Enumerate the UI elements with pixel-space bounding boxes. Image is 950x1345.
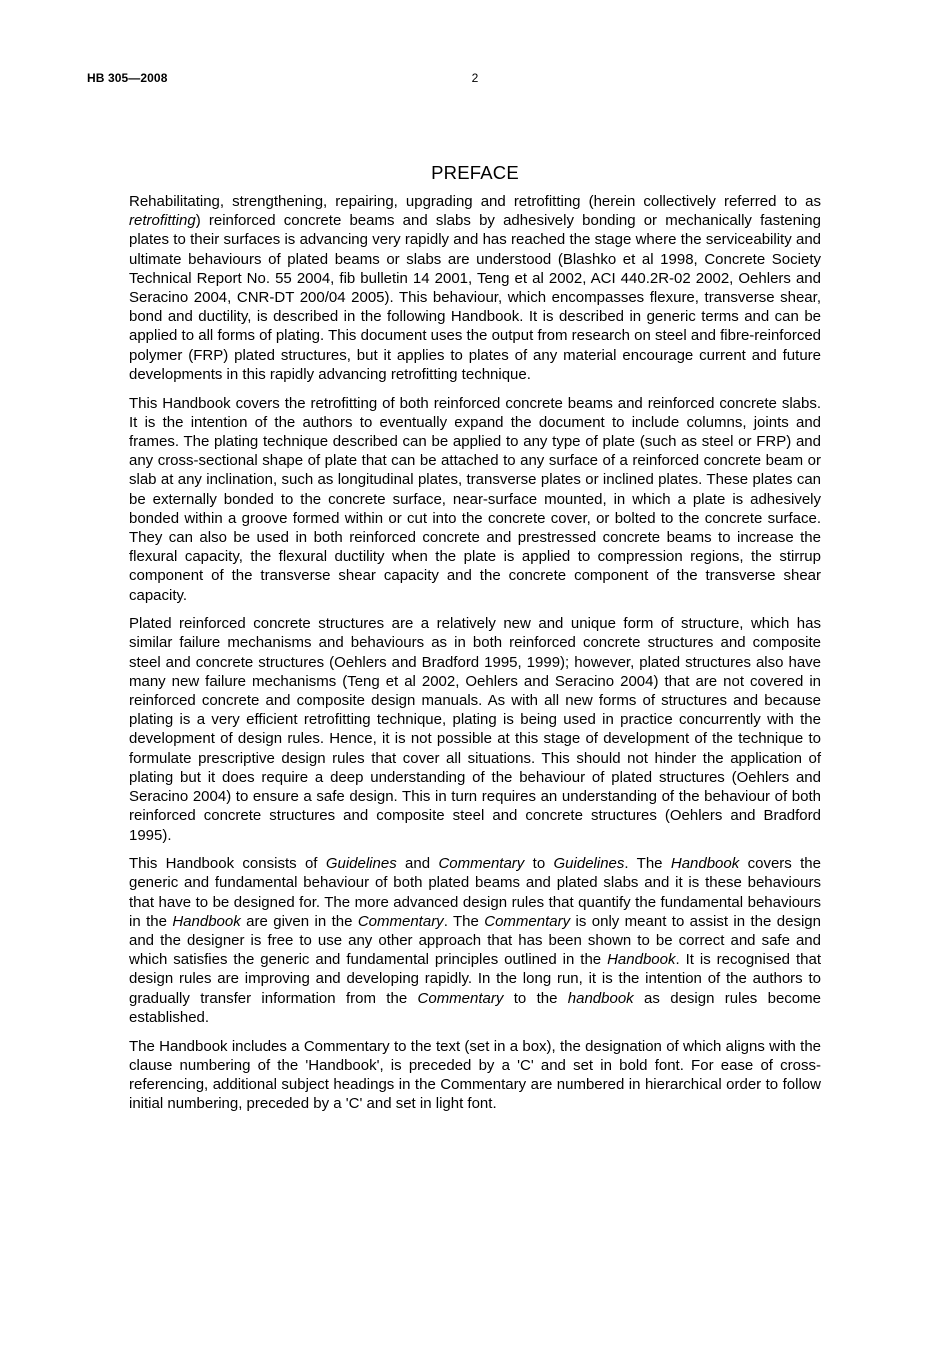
italic-term: Handbook <box>607 951 676 969</box>
paragraph-text: This Handbook covers the retrofitting of both reinforced concrete beams and reinforced concrete slabs. It is the intention of the authors to eventually expand the document to include columns, joints and frames. The plating technique described can be applied to any type of plate (such as steel or FRP) and any cross-sectional shape of plate that can be attached to any surface of a reinforced concrete beam or slab at any inclination, such as longitudinal plates, transverse plates or inclined plates. These plates can be externally bonded to the concrete surface, near-surface mounted, in which a plate is adhesively bonded within a groove formed within or cut into the concrete cover, or bolted to the concrete surface. They can also be used in both reinforced concrete and prestressed concrete beams to increase the flexural capacity, the flexural ductility when the plate is applied to compression regions, the stirrup component of the transverse shear capacity and the concrete component of the transverse shear capacity. <box>129 394 821 604</box>
italic-term: Commentary <box>484 912 571 930</box>
page-number: 2 <box>471 71 479 85</box>
preface-paragraph-1 <box>129 192 821 384</box>
paragraph-text: The Handbook includes a Commentary to the text (set in a box), the designation of which aligns with the clause numbering of the 'Handbook', is preceded by a 'C' and set in bold font. For ease of cross-referencing, additional subject headings in the Commentary are numbered in hierarchical order to follow initial numbering, preceded by a 'C' and set in light font. <box>129 1037 821 1113</box>
paragraph-text: are given in the <box>240 912 358 930</box>
paragraph-text: covers the generic and fundamental behaviour of both plated beams and plated slabs and it is these behaviours that have to be designed for. The more advanced design rules that quantify the fundamental behaviours in the <box>129 855 821 930</box>
italic-term: Handbook <box>670 855 740 873</box>
italic-term: Commentary <box>438 855 525 873</box>
italic-term: Handbook <box>172 912 241 930</box>
italic-term: Commentary <box>417 989 504 1007</box>
paragraph-text: This Handbook consists of <box>129 855 326 873</box>
preface-paragraph-4 <box>129 854 821 1027</box>
paragraph-text: ) reinforced concrete beams and slabs by adhesively bonding or mechanically fastening plates to their surfaces is advancing very rapidly and has reached the stage where the serviceability and ultimate behaviours of plated beams or slabs are understood (Blashko et al 1998, Concrete Society Technical Report No. 55 2004, fib bulletin 14 2001, Teng et al 2002, ACI 440.2R-02 2002, Oehlers and Seracino 2004, CNR-DT 200/04 2005). This behaviour, which encompasses flexure, transverse shear, bond and ductility, is described in the following Handbook. It is described in generic terms and can be applied to all forms of plating. This document uses the output from research on steel and fibre-reinforced polymer (FRP) plated structures, but it applies to plates of any material encourage current and future developments in this rapidly advancing retrofitting technique. <box>129 212 821 383</box>
document-id: HB 305—2008 <box>87 71 168 85</box>
preface-body <box>129 192 821 1123</box>
paragraph-text: as design rules become established. <box>129 989 821 1026</box>
preface-paragraph-2 <box>129 394 821 605</box>
paragraph-text: Rehabilitating, strengthening, repairing, upgrading and retrofitting (herein collectively referred to as <box>129 193 821 210</box>
paragraph-text: is only meant to assist in the design and the designer is free to use any other approach that has been shown to be correct and safe and which satisfies the generic and fundamental principles outlined in the <box>129 912 821 969</box>
paragraph-text: . The <box>443 912 485 930</box>
paragraph-text: to the <box>503 989 568 1007</box>
italic-term: handbook <box>567 989 634 1007</box>
italic-term: Guidelines <box>325 855 397 873</box>
page-title: PREFACE <box>431 162 519 183</box>
paragraph-text: to <box>524 855 554 873</box>
italic-term: Commentary <box>357 912 444 930</box>
paragraph-text: and <box>396 855 439 873</box>
paragraph-text: . It is recognised that design rules are improving and developing rapidly. In the long run, it is the intention of the authors to gradually transfer information from the <box>129 951 821 1007</box>
preface-paragraph-3 <box>129 614 821 844</box>
paragraph-text: Plated reinforced concrete structures are a relatively new and unique form of structure, which has similar failure mechanisms and behaviours as in both reinforced concrete structures and composite steel and concrete structures (Oehlers and Bradford 1995, 1999); however, plated structures also have many new failure mechanisms (Teng et al 2002, Oehlers and Seracino 2004) that are not covered in reinforced concrete and composite design manuals. As with all new forms of structures and because plating is a very efficient retrofitting technique, plating is being used in practice concurrently with the development of design rules. Hence, it is not possible at this stage of development of the technique to formulate prescriptive design rules that cover all situations. This should not hinder the application of plating but it does require a deep understanding of the behaviour of plated structures (Oehlers and Seracino 2004) to ensure a safe design. This in turn requires an understanding of the behaviour of both reinforced concrete structures and composite steel and concrete structures (Oehlers and Bradford 1995). <box>129 615 821 844</box>
italic-term: Guidelines <box>553 855 625 873</box>
paragraph-text: . The <box>624 855 671 873</box>
preface-paragraph-5 <box>129 1037 821 1114</box>
italic-term: retrofitting <box>129 212 196 230</box>
